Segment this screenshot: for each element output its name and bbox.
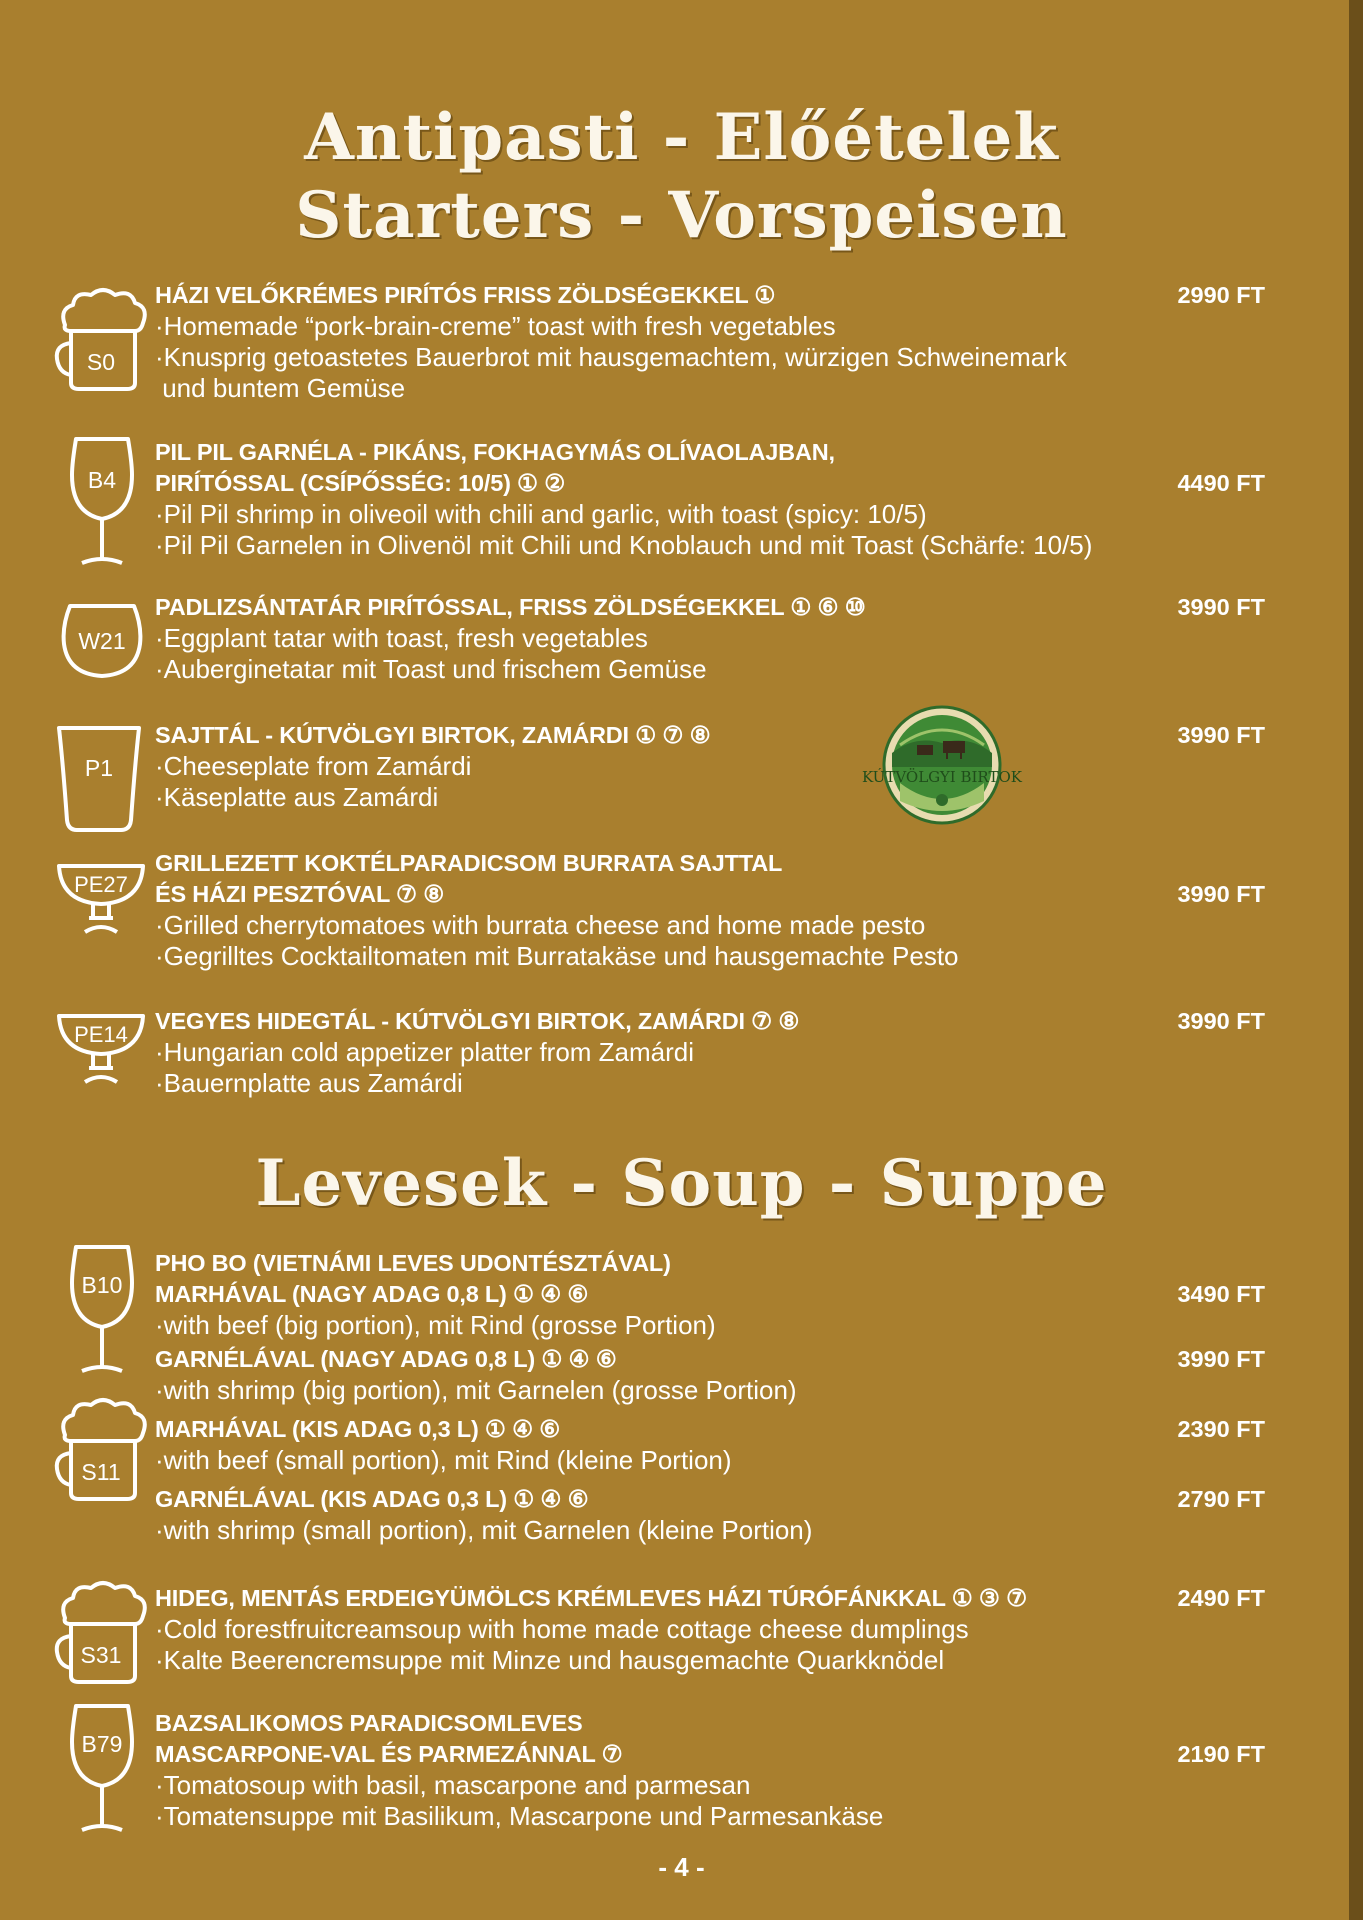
item-desc: ·Cold forestfruitcreamsoup with home made cottage cheese dumplings xyxy=(155,1614,969,1644)
item-price: 2790 FT xyxy=(1177,1486,1265,1512)
menu-item xyxy=(155,1583,1265,1676)
menu-item xyxy=(155,1708,1265,1832)
item-desc: ·Käseplatte aus Zamárdi xyxy=(155,782,439,812)
kutvolgyi-birtok-logo xyxy=(855,705,1030,825)
svg-text:B10: B10 xyxy=(81,1272,123,1298)
item-name: GRILLEZETT KOKTÉLPARADICSOM BURRATA SAJTTAL xyxy=(155,850,783,876)
item-desc: ·Pil Pil shrimp in oliveoil with chili and garlic, with toast (spicy: 10/5) xyxy=(155,499,927,529)
item-name: VEGYES HIDEGTÁL - KÚTVÖLGYI BIRTOK, ZAMÁRDI ⑦ ⑧ xyxy=(155,1008,800,1034)
item-name: PHO BO (VIETNÁMI LEVES UDONTÉSZTÁVAL) xyxy=(155,1250,671,1276)
svg-text:P1: P1 xyxy=(84,755,114,781)
menu-item xyxy=(155,1006,1265,1099)
menu-item xyxy=(155,848,1265,972)
item-desc: ·with shrimp (small portion), mit Garnelen (kleine Portion) xyxy=(155,1515,813,1545)
tulip-glass-icon xyxy=(66,1243,138,1378)
item-name: PADLIZSÁNTATÁR PIRÍTÓSSAL, FRISS ZÖLDSÉGEKKEL ① ⑥ ⑩ xyxy=(155,594,866,620)
wine-glass-icon xyxy=(60,602,144,680)
item-price: 2490 FT xyxy=(1177,1585,1265,1611)
menu-item xyxy=(155,280,1265,404)
tulip-glass-icon xyxy=(66,435,138,570)
item-price: 4490 FT xyxy=(1177,470,1265,496)
svg-text:B4: B4 xyxy=(87,467,117,493)
item-desc: ·Hungarian cold appetizer platter from Zamárdi xyxy=(155,1037,695,1067)
item-desc: ·Auberginetatar mit Toast und frischem Gemüse xyxy=(155,654,707,684)
svg-text:PE14: PE14 xyxy=(74,1022,128,1047)
menu-item-pho xyxy=(155,1248,1265,1546)
svg-text:S11: S11 xyxy=(81,1459,121,1485)
svg-text:W21: W21 xyxy=(78,628,126,654)
beer-mug-icon xyxy=(55,1395,155,1505)
item-desc: und buntem Gemüse xyxy=(155,373,406,403)
item-name: GARNÉLÁVAL (KIS ADAG 0,3 L) ① ④ ⑥ xyxy=(155,1486,589,1512)
item-name: PIL PIL GARNÉLA - PIKÁNS, FOKHAGYMÁS OLÍVAOLAJBAN, xyxy=(155,439,835,465)
item-name: BAZSALIKOMOS PARADICSOMLEVES xyxy=(155,1710,583,1736)
item-price: 3990 FT xyxy=(1177,1008,1265,1034)
item-desc: ·Gegrilltes Cocktailtomaten mit Burratakäse und hausgemachte Pesto xyxy=(155,941,959,971)
pint-glass-icon xyxy=(55,724,143,834)
item-desc: ·Tomatensuppe mit Basilikum, Mascarpone und Parmesankäse xyxy=(155,1801,884,1831)
menu-item xyxy=(155,592,1265,685)
svg-text:B79: B79 xyxy=(81,1731,123,1757)
heading-starters-hu-it: Antipasti - Előételek xyxy=(304,100,1059,175)
item-price: 3990 FT xyxy=(1177,594,1265,620)
svg-text:S31: S31 xyxy=(80,1642,122,1668)
page-number: - 4 - xyxy=(658,1852,705,1882)
tulip-glass-icon xyxy=(66,1702,138,1837)
svg-text:KÚTVÖLGYI BIRTOK: KÚTVÖLGYI BIRTOK xyxy=(862,768,1022,786)
item-desc: ·Kalte Beerencremsuppe mit Minze und hausgemachte Quarkknödel xyxy=(155,1645,945,1675)
item-price: 3490 FT xyxy=(1177,1281,1265,1307)
item-desc: ·Homemade “pork-brain-creme” toast with fresh vegetables xyxy=(155,311,836,341)
item-desc: ·with beef (big portion), mit Rind (grosse Portion) xyxy=(155,1310,716,1340)
item-name: ÉS HÁZI PESZTÓVAL ⑦ ⑧ xyxy=(155,881,445,907)
item-desc: ·Tomatosoup with basil, mascarpone and parmesan xyxy=(155,1770,751,1800)
svg-text:S0: S0 xyxy=(86,349,116,375)
item-price: 2190 FT xyxy=(1177,1741,1265,1767)
item-name: GARNÉLÁVAL (NAGY ADAG 0,8 L) ① ④ ⑥ xyxy=(155,1346,617,1372)
heading-starters-en-de: Starters - Vorspeisen xyxy=(295,178,1068,253)
item-desc: ·Eggplant tatar with toast, fresh vegetables xyxy=(155,623,648,653)
goblet-glass-icon xyxy=(55,862,147,937)
item-name: PIRÍTÓSSAL (CSÍPŐSSÉG: 10/5) ① ② xyxy=(155,470,566,496)
item-desc: ·Grilled cherrytomatoes with burrata cheese and home made pesto xyxy=(155,910,926,940)
item-name: MASCARPONE-VAL ÉS PARMEZÁNNAL ⑦ xyxy=(155,1741,623,1767)
item-desc: ·Knusprig getoastetes Bauerbrot mit hausgemachtem, würzigen Schweinemark xyxy=(155,342,1067,372)
item-price: 2390 FT xyxy=(1177,1416,1265,1442)
item-desc: ·Bauernplatte aus Zamárdi xyxy=(155,1068,463,1098)
item-name: SAJTTÁL - KÚTVÖLGYI BIRTOK, ZAMÁRDI ① ⑦ ⑧ xyxy=(155,722,711,748)
item-name: MARHÁVAL (KIS ADAG 0,3 L) ① ④ ⑥ xyxy=(155,1416,561,1442)
svg-text:PE27: PE27 xyxy=(74,872,128,897)
menu-item xyxy=(155,437,1265,561)
beer-mug-icon xyxy=(55,1578,155,1688)
item-desc: ·Pil Pil Garnelen in Olivenöl mit Chili und Knoblauch und mit Toast (Schärfe: 10/5) xyxy=(155,530,1093,560)
item-name: HÁZI VELŐKRÉMES PIRÍTÓS FRISS ZÖLDSÉGEKKEL ① xyxy=(155,282,776,308)
goblet-glass-icon xyxy=(55,1012,147,1087)
item-price: 2990 FT xyxy=(1177,282,1265,308)
item-price: 3990 FT xyxy=(1177,1346,1265,1372)
menu-item xyxy=(155,720,1265,813)
page-edge xyxy=(1349,0,1363,1920)
heading-soups: Levesek - Soup - Suppe xyxy=(255,1146,1108,1221)
item-name: MARHÁVAL (NAGY ADAG 0,8 L) ① ④ ⑥ xyxy=(155,1281,589,1307)
item-desc: ·with shrimp (big portion), mit Garnelen (grosse Portion) xyxy=(155,1375,797,1405)
item-desc: ·Cheeseplate from Zamárdi xyxy=(155,751,472,781)
beer-mug-icon xyxy=(55,285,155,395)
item-name: HIDEG, MENTÁS ERDEIGYÜMÖLCS KRÉMLEVES HÁZI TÚRÓFÁNKKAL ① ③ ⑦ xyxy=(155,1585,1027,1611)
item-price: 3990 FT xyxy=(1177,881,1265,907)
item-desc: ·with beef (small portion), mit Rind (kleine Portion) xyxy=(155,1445,732,1475)
item-price: 3990 FT xyxy=(1177,722,1265,748)
